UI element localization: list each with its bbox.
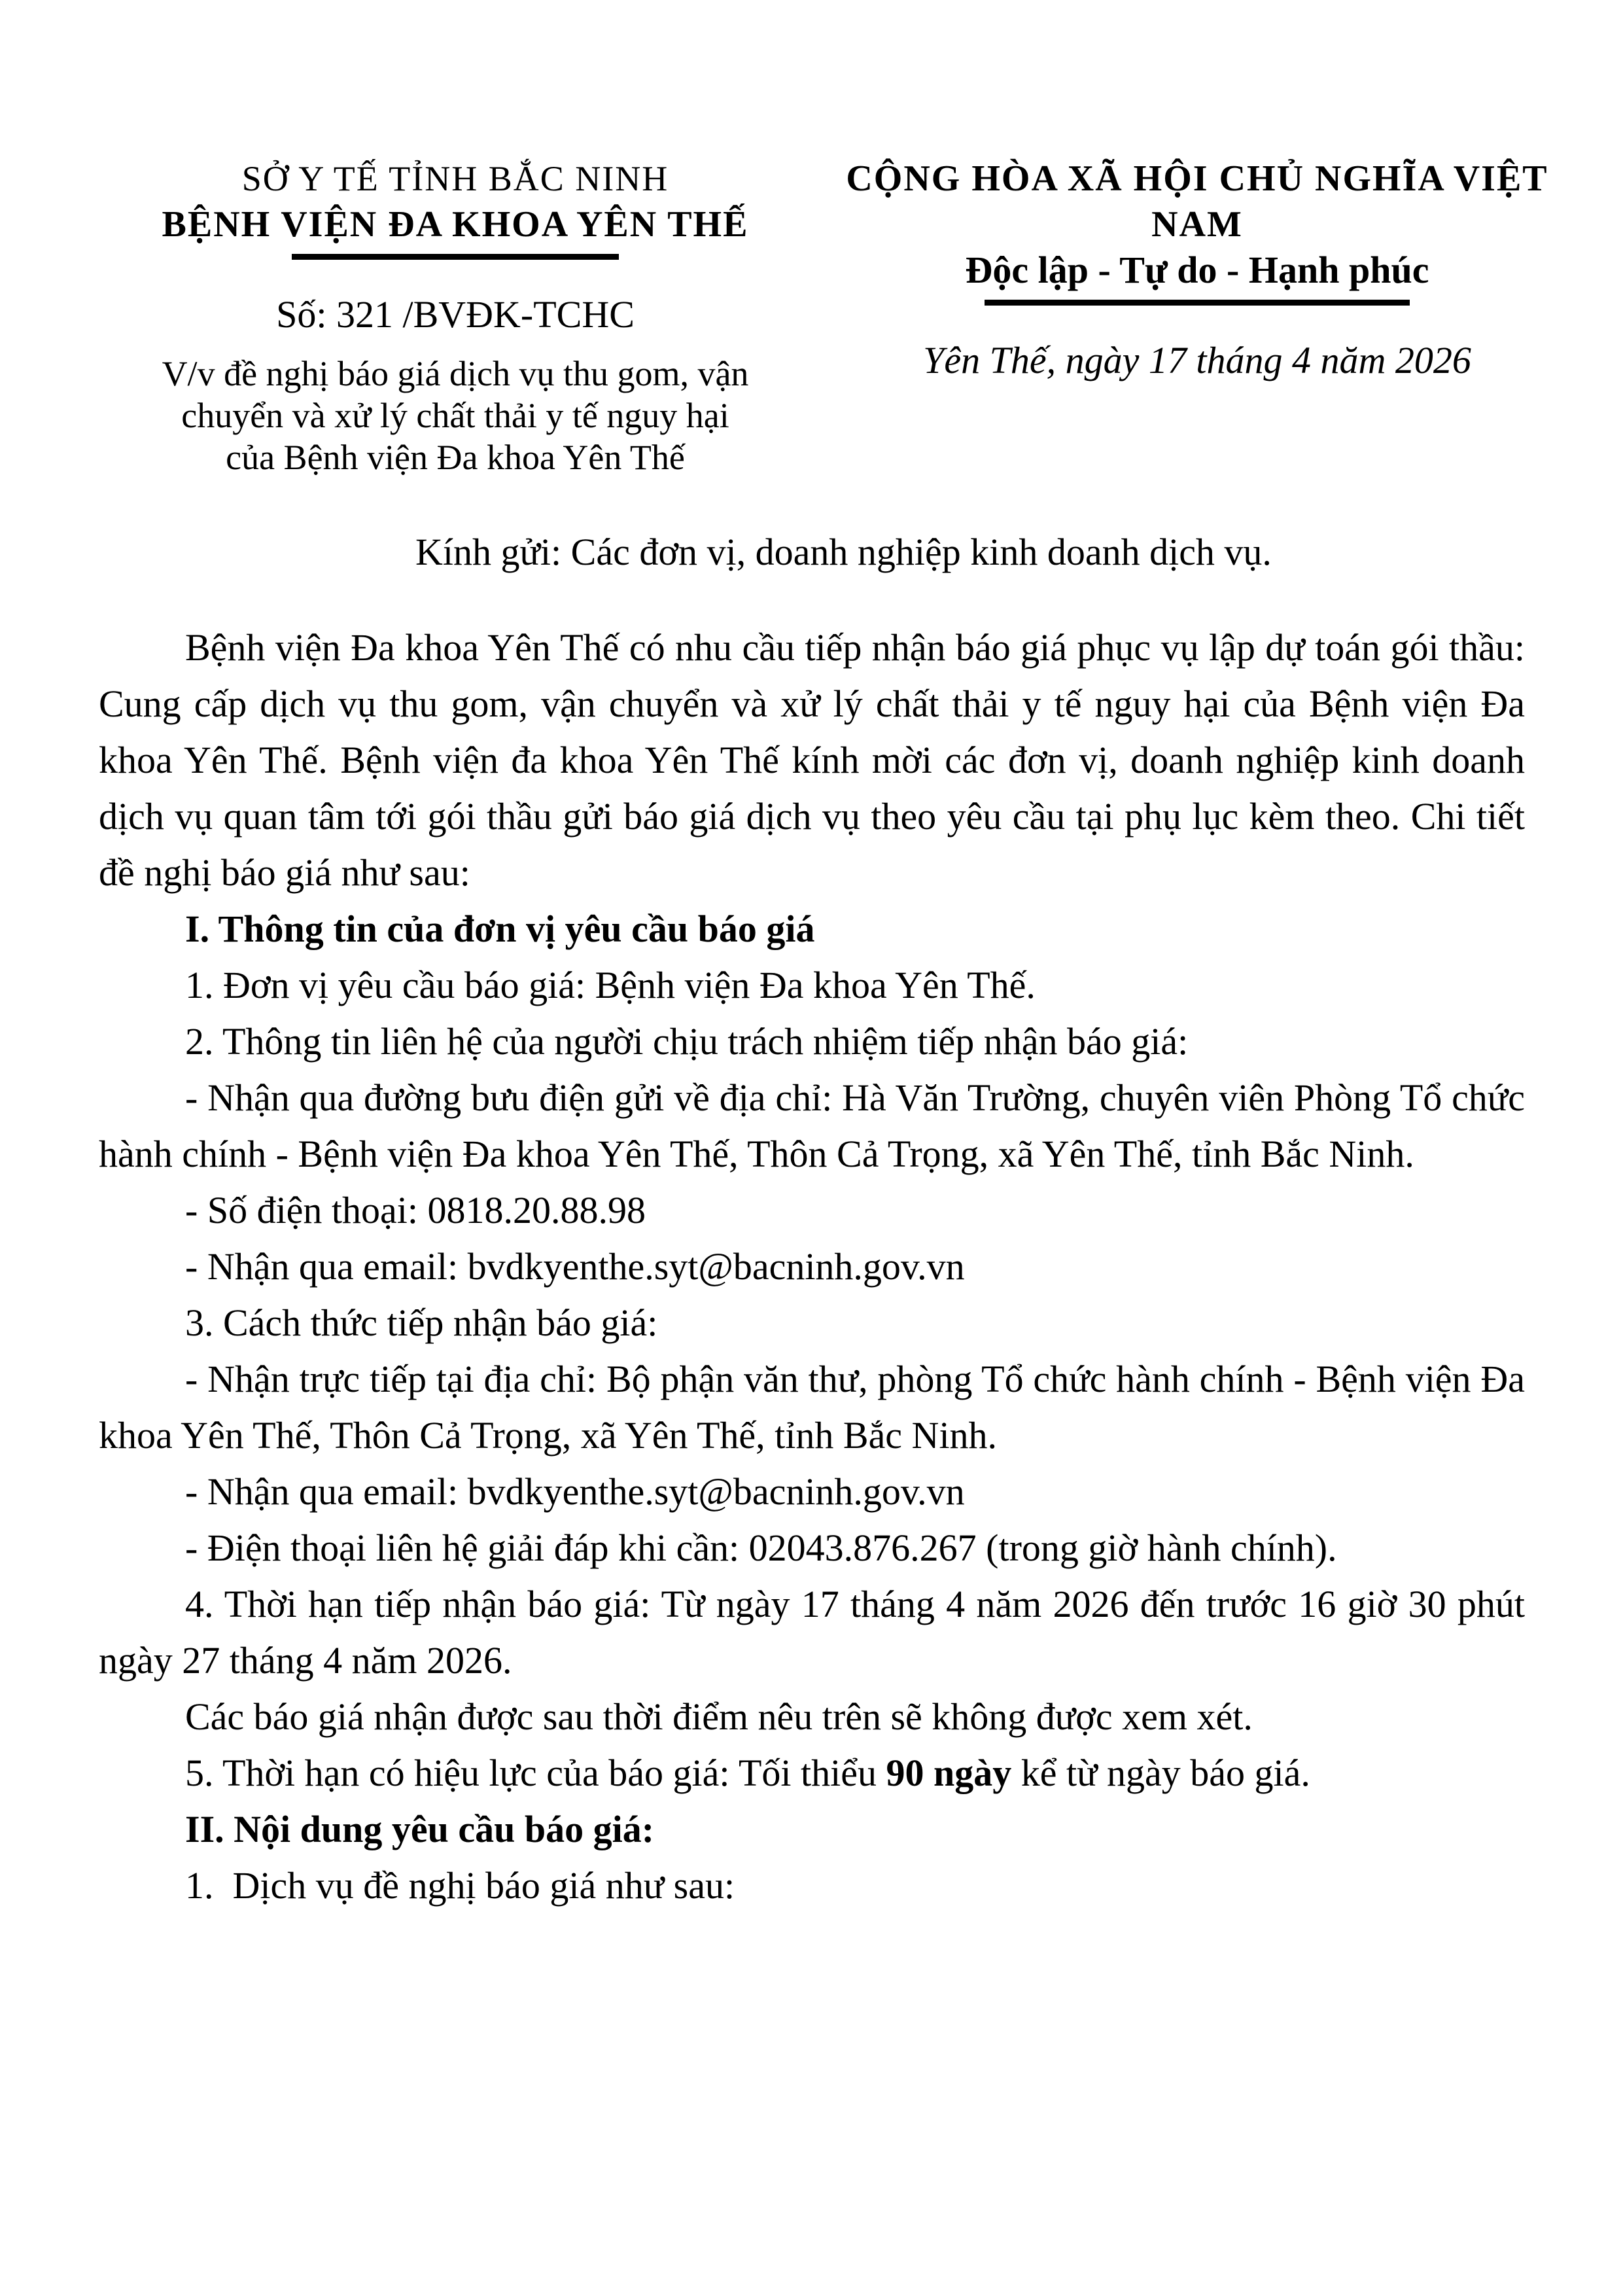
country-title: CỘNG HÒA XÃ HỘI CHỦ NGHĨA VIỆT NAM	[846, 158, 1548, 245]
place-date-line: Yên Thế, ngày 17 tháng 4 năm 2026	[923, 339, 1471, 381]
hotline	[99, 1520, 1525, 1576]
text-segment: Các báo giá nhận được sau thời điểm nêu trên sẽ không được xem xét.	[185, 1695, 1253, 1738]
parent-org-name: SỞ Y TẾ TỈNH BẮC NINH	[241, 159, 669, 198]
text-segment: - Nhận qua email: bvdkyenthe.syt@bacninh.gov.vn	[185, 1470, 965, 1513]
text-segment: kể từ ngày báo giá.	[1011, 1752, 1310, 1794]
subject-line-1: V/v đề nghị báo giá dịch vụ thu gom, vận	[162, 354, 749, 393]
section-1-heading	[99, 901, 1525, 957]
salutation: Kính gửi: Các đơn vị, doanh nghiệp kinh doanh dịch vụ.	[415, 531, 1272, 573]
motto-underline	[985, 300, 1410, 306]
text-segment: - Nhận qua email: bvdkyenthe.syt@bacninh.gov.vn	[185, 1245, 965, 1288]
text-segment: II. Nội dung yêu cầu báo giá:	[185, 1808, 655, 1850]
receive-email	[99, 1464, 1525, 1520]
late-note	[99, 1689, 1525, 1745]
document-header	[99, 156, 1548, 478]
org-underline	[292, 254, 619, 260]
text-segment: Bệnh viện Đa khoa Yên Thế có nhu cầu tiếp nhận báo giá phục vụ lập dự toán gói thầu: Cung cấp dịch vụ thu gom, vận chuyển và xử lý chất thải y tế nguy hại của Bệnh viện Đa khoa Yên Thế. Bệnh viện đa khoa Yên Thế kính mời các đơn vị, doanh nghiệp kinh doanh dịch vụ quan tâm tới gói thầu gửi báo giá dịch vụ theo yêu cầu tại phụ lục kèm theo. Chi tiết đề nghị báo giá như sau:	[99, 626, 1525, 894]
contact-postal	[99, 1070, 1525, 1182]
item-4	[99, 1576, 1525, 1689]
text-segment: 3. Cách thức tiếp nhận báo giá:	[185, 1301, 658, 1344]
text-segment: - Nhận qua đường bưu điện gửi về địa chỉ: Hà Văn Trường, chuyên viên Phòng Tổ chức hành chính - Bệnh viện Đa khoa Yên Thế, Thôn Cả Trọng, xã Yên Thế, tỉnh Bắc Ninh.	[99, 1076, 1525, 1175]
text-segment: 1. Đơn vị yêu cầu báo giá: Bệnh viện Đa khoa Yên Thế.	[185, 964, 1036, 1006]
text-segment: 1. Dịch vụ đề nghị báo giá như sau:	[185, 1864, 735, 1907]
subject-line-2: chuyển và xử lý chất thải y tế nguy hại	[181, 396, 729, 435]
hospital-name: BỆNH VIỆN ĐA KHOA YÊN THẾ	[162, 204, 749, 245]
text-segment: - Số điện thoại: 0818.20.88.98	[185, 1189, 646, 1231]
subject-line-3: của Bệnh viện Đa khoa Yên Thế	[226, 438, 685, 477]
national-motto: Độc lập - Tự do - Hạnh phúc	[965, 249, 1429, 291]
text-segment: 4. Thời hạn tiếp nhận báo giá: Từ ngày 17 tháng 4 năm 2026 đến trước 16 giờ 30 phút ngày 27 tháng 4 năm 2026.	[99, 1583, 1525, 1682]
text-segment: 5. Thời hạn có hiệu lực của báo giá: Tối thiểu	[185, 1752, 886, 1794]
contact-email	[99, 1239, 1525, 1295]
document-subject	[99, 353, 812, 478]
document-number: Số: 321 /BVĐK-TCHC	[276, 293, 635, 336]
contact-phone	[99, 1182, 1525, 1239]
section-2-item-1	[99, 1858, 1525, 1914]
document-body	[99, 524, 1525, 1914]
text-segment: 90 ngày	[886, 1752, 1012, 1794]
text-segment: I. Thông tin của đơn vị yêu cầu báo giá	[185, 908, 815, 950]
intro-paragraph	[99, 620, 1525, 901]
item-3	[99, 1295, 1525, 1351]
text-segment: 2. Thông tin liên hệ của người chịu trách nhiệm tiếp nhận báo giá:	[185, 1020, 1189, 1063]
item-5	[99, 1745, 1525, 1801]
text-segment: - Điện thoại liên hệ giải đáp khi cần: 02043.876.267 (trong giờ hành chính).	[185, 1527, 1337, 1569]
receive-direct	[99, 1351, 1525, 1464]
text-segment: - Nhận trực tiếp tại địa chỉ: Bộ phận văn thư, phòng Tổ chức hành chính - Bệnh viện Đa khoa Yên Thế, Thôn Cả Trọng, xã Yên Thế, tỉnh Bắc Ninh.	[99, 1358, 1525, 1457]
item-2	[99, 1014, 1525, 1070]
item-1	[99, 957, 1525, 1014]
issuing-org-block	[99, 156, 812, 478]
national-motto-block	[841, 156, 1554, 478]
section-2-heading	[99, 1801, 1525, 1858]
